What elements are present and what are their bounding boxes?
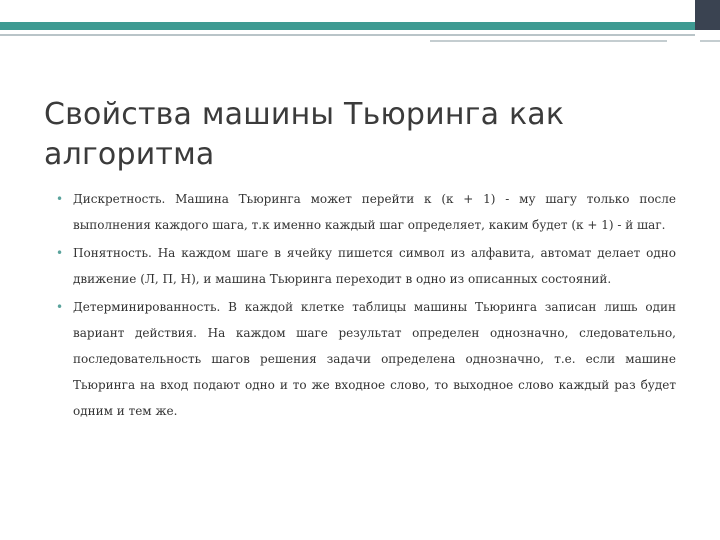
header-divider-line xyxy=(0,34,695,36)
header-divider-line-corner xyxy=(700,40,720,42)
slide-content xyxy=(56,186,676,426)
bullet-text: Понятность. На каждом шаге в ячейку пишется символ из алфавита, автомат делает одно движение (Л, П, Н), и машина Тьюринга переходит в одно из описанных состояний. xyxy=(73,246,676,286)
bullet-icon: • xyxy=(56,300,64,314)
bullet-item-discreteness xyxy=(56,186,676,238)
header-accent-bar xyxy=(0,22,695,30)
bullet-icon: • xyxy=(56,192,64,206)
bullet-item-understandability xyxy=(56,240,676,292)
bullet-text: Детерминированность. В каждой клетке таблицы машины Тьюринга записан лишь один вариант действия. На каждом шаге результат определен однозначно, следовательно, последовательность шагов решения задачи определена однозначно, т.е. если машине Тьюринга на вход подают одно и то же входное слово, то выходное слово каждый раз будет одним и тем же. xyxy=(73,300,676,418)
bullet-list xyxy=(56,186,676,424)
header-divider-line-short xyxy=(430,40,667,42)
bullet-icon: • xyxy=(56,246,64,260)
slide-title: Свойства машины Тьюринга как алгоритма xyxy=(44,97,565,172)
bullet-text: Дискретность. Машина Тьюринга может перейти к (к + 1) - му шагу только после выполнения каждого шага, т.к именно каждый шаг определяет, каким будет (к + 1) - й шаг. xyxy=(73,192,676,232)
header-corner-block xyxy=(695,0,720,30)
bullet-item-determinism xyxy=(56,294,676,424)
